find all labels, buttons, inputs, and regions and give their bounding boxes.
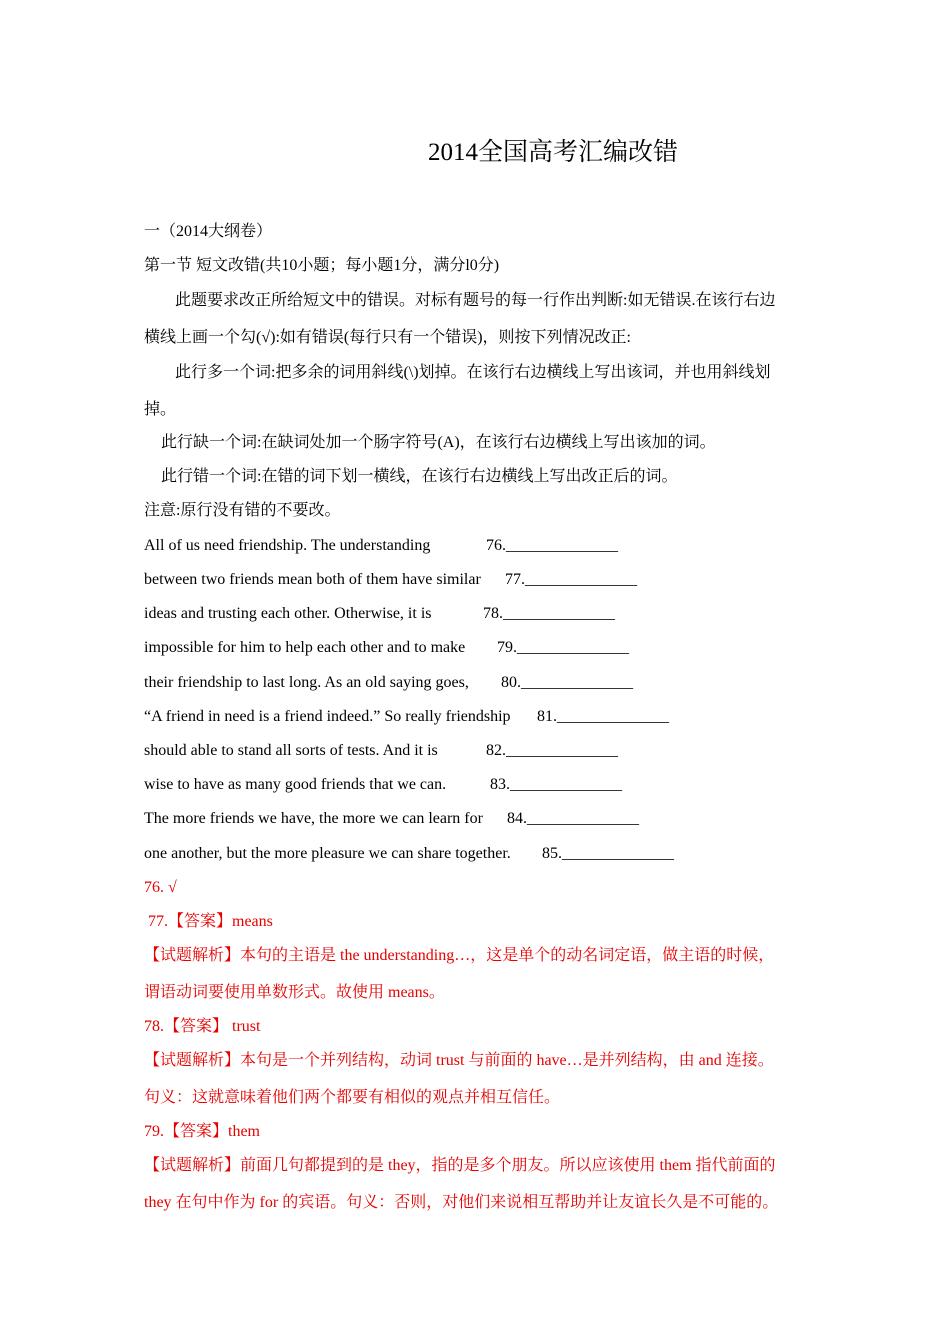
analysis-line: 句义：这就意味着他们两个都要有相似的观点并相互信任。 [144,1089,561,1106]
answer-line: 76. √ [144,879,177,896]
exercise-text: should able to stand all sorts of tests. And it is [144,742,438,759]
analysis-line: 【试题解析】本句的主语是 the understanding…，这是单个的动名词定语，做主语的时候， [144,947,775,964]
exercise-text: one another, but the more pleasure we can share together. [144,845,511,862]
instruction-line: 此题要求改正所给短文中的错误。对标有题号的每一行作出判断:如无错误.在该行右边 [175,292,776,309]
exercise-number: 77.______________ [505,571,637,588]
exercise-number: 82.______________ [486,742,618,759]
instruction-line: 此行错一个词:在错的词下划一横线，在该行右边横线上写出改正后的词。 [161,468,678,485]
exercise-number: 85.______________ [542,845,674,862]
exercise-text: All of us need friendship. The understanding [144,537,431,554]
exercise-text: wise to have as many good friends that we can. [144,776,447,793]
answer-line: 78.【答案】 trust [144,1018,261,1035]
exercise-number: 76.______________ [486,537,618,554]
exercise-number: 79.______________ [497,639,629,656]
page-title: 2014全国高考汇编改错 [428,139,679,166]
analysis-line: they 在句中作为 for 的宾语。句义：否则，对他们来说相互帮助并让友谊长久是不可能的。 [144,1194,779,1211]
instruction-line: 此行多一个词:把多余的词用斜线(\)划掉。在该行右边横线上写出该词，并也用斜线划 [175,364,771,381]
exercise-text: “A friend in need is a friend indeed.” So really friendship [144,708,511,725]
exercise-number: 84.______________ [507,810,639,827]
part-heading: 第一节 短文改错(共10小题；每小题1分，满分l0分) [144,257,500,274]
exercise-text: The more friends we have, the more we can learn for [144,810,483,827]
note-line: 注意:原行没有错的不要改。 [144,502,341,519]
exercise-number: 81.______________ [537,708,669,725]
exercise-text: ideas and trusting each other. Otherwise, it is [144,605,432,622]
exercise-number: 78.______________ [483,605,615,622]
exercise-number: 80.______________ [501,674,633,691]
instruction-line: 横线上画一个勾(√):如有错误(每行只有一个错误)，则按下列情况改正: [144,329,631,346]
exercise-text: their friendship to last long. As an old saying goes, [144,674,469,691]
exercise-text: impossible for him to help each other and to make [144,639,466,656]
exercise-text: between two friends mean both of them have similar [144,571,481,588]
instruction-line: 掉。 [144,401,177,418]
analysis-line: 【试题解析】本句是一个并列结构，动词 trust 与前面的 have…是并列结构，由 and 连接。 [144,1052,774,1069]
exercise-number: 83.______________ [490,776,622,793]
analysis-line: 谓语动词要使用单数形式。故使用 means。 [144,984,445,1001]
analysis-line: 【试题解析】前面几句都提到的是 they，指的是多个朋友。所以应该使用 them 指代前面的 [144,1157,776,1174]
answer-line: 77.【答案】means [148,913,273,930]
answer-line: 79.【答案】them [144,1123,260,1140]
instruction-line: 此行缺一个词:在缺词处加一个肠字符号(A)，在该行右边横线上写出该加的词。 [161,434,716,451]
section-heading: 一（2014大纲卷） [144,223,273,240]
